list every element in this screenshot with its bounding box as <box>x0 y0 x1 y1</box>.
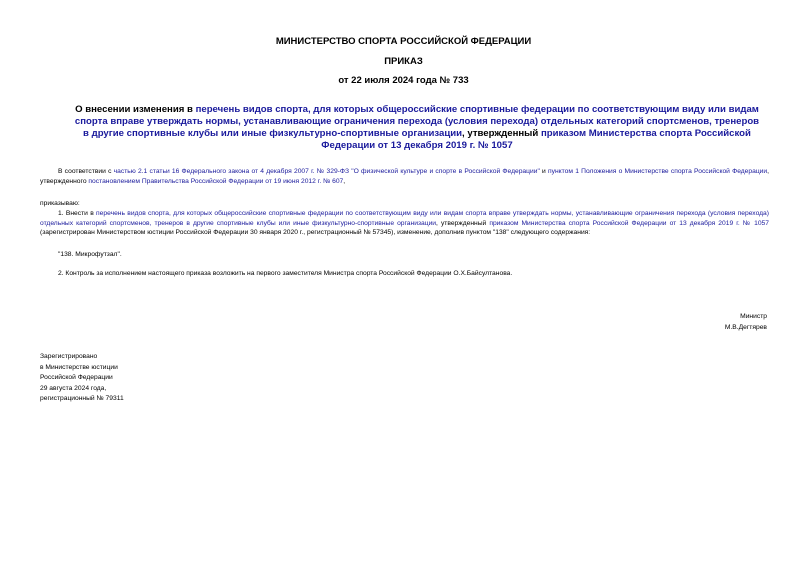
preamble-link-law[interactable]: частью 2.1 статьи 16 Федерального закона от 4 декабря 2007 г. № 329-ФЗ "О физической культуре и спорте в Российской Федерации" <box>113 168 540 175</box>
preamble-link-regulation[interactable]: пунктом 1 Положения о Министерстве спорта Российской Федерации <box>548 168 768 175</box>
ministry-heading: МИНИСТЕРСТВО СПОРТА РОССИЙСКОЙ ФЕДЕРАЦИИ <box>275 36 532 47</box>
registration-line-5: регистрационный № 79311 <box>40 395 124 402</box>
item-1-paragraph <box>40 209 769 238</box>
quote-paragraph: "138. Микрофутзал". <box>58 251 122 258</box>
preamble-text-3: , утвержденного <box>40 168 770 185</box>
preamble-paragraph <box>40 167 769 186</box>
doc-type-heading: ПРИКАЗ <box>384 56 423 67</box>
item1-text-1: 1. Внести в <box>58 210 97 217</box>
signature-position: Министр <box>740 313 767 320</box>
preamble-text-2: и <box>539 168 549 175</box>
document-title <box>72 104 762 152</box>
title-link-list[interactable]: перечень видов спорта, для которых общероссийские спортивные федерации по соответствующим виду или видам спорта вправе утверждать нормы, устанавливающие ограничения перехода (условия перехода) отдельных категорий спортсменов, тренеров в другие спортивные клубы или иные физкультурно-спортивные организации <box>74 104 760 139</box>
item1-text-3: (зарегистрирован Министерством юстиции Российской Федерации 30 января 2020 г., регистрационный № 57345), изменение, дополнив пунктом "138" следующего содержания: <box>40 229 591 237</box>
registration-line-1: Зарегистрировано <box>40 353 98 360</box>
title-link-order[interactable]: приказом Министерства спорта Российской Федерации от 13 декабря 2019 г. № 1057 <box>321 128 751 151</box>
item-2-paragraph: 2. Контроль за исполнением настоящего приказа возложить на первого заместителя Министра спорта Российской Федерации О.Х.Байсултанова. <box>58 270 513 277</box>
order-word: приказываю: <box>40 200 80 207</box>
registration-line-3: Российской Федерации <box>40 374 113 381</box>
title-text-2: , утвержденный <box>462 128 541 139</box>
registration-line-2: в Министерстве юстиции <box>40 363 118 371</box>
item1-link-list[interactable]: перечень видов спорта, для которых общероссийские спортивные федерации по соответствующим виду или видам спорта вправе утверждать нормы, устанавливающие ограничения перехода (условия перехода) отдельных категорий спортсменов, тренеров в другие спортивные клубы или иные физкультурно-спортивные организации <box>40 210 769 227</box>
item1-text-2: , утвержденный <box>436 219 490 227</box>
signature-name: М.В.Дегтярев <box>724 324 767 331</box>
title-text-1: О внесении изменения в <box>75 104 196 115</box>
registration-block <box>40 352 240 405</box>
preamble-link-decree[interactable]: постановлением Правительства Российской Федерации от 19 июня 2012 г. № 607 <box>88 177 344 185</box>
item1-link-order[interactable]: приказом Министерства спорта Российской Федерации от 13 декабря 2019 г. № 1057 <box>489 219 769 227</box>
preamble-text-4: , <box>343 177 346 185</box>
registration-line-4: 29 августа 2024 года, <box>40 384 107 392</box>
preamble-text-1: В соответствии с <box>58 168 114 175</box>
date-number: от 22 июля 2024 года № 733 <box>338 75 469 86</box>
